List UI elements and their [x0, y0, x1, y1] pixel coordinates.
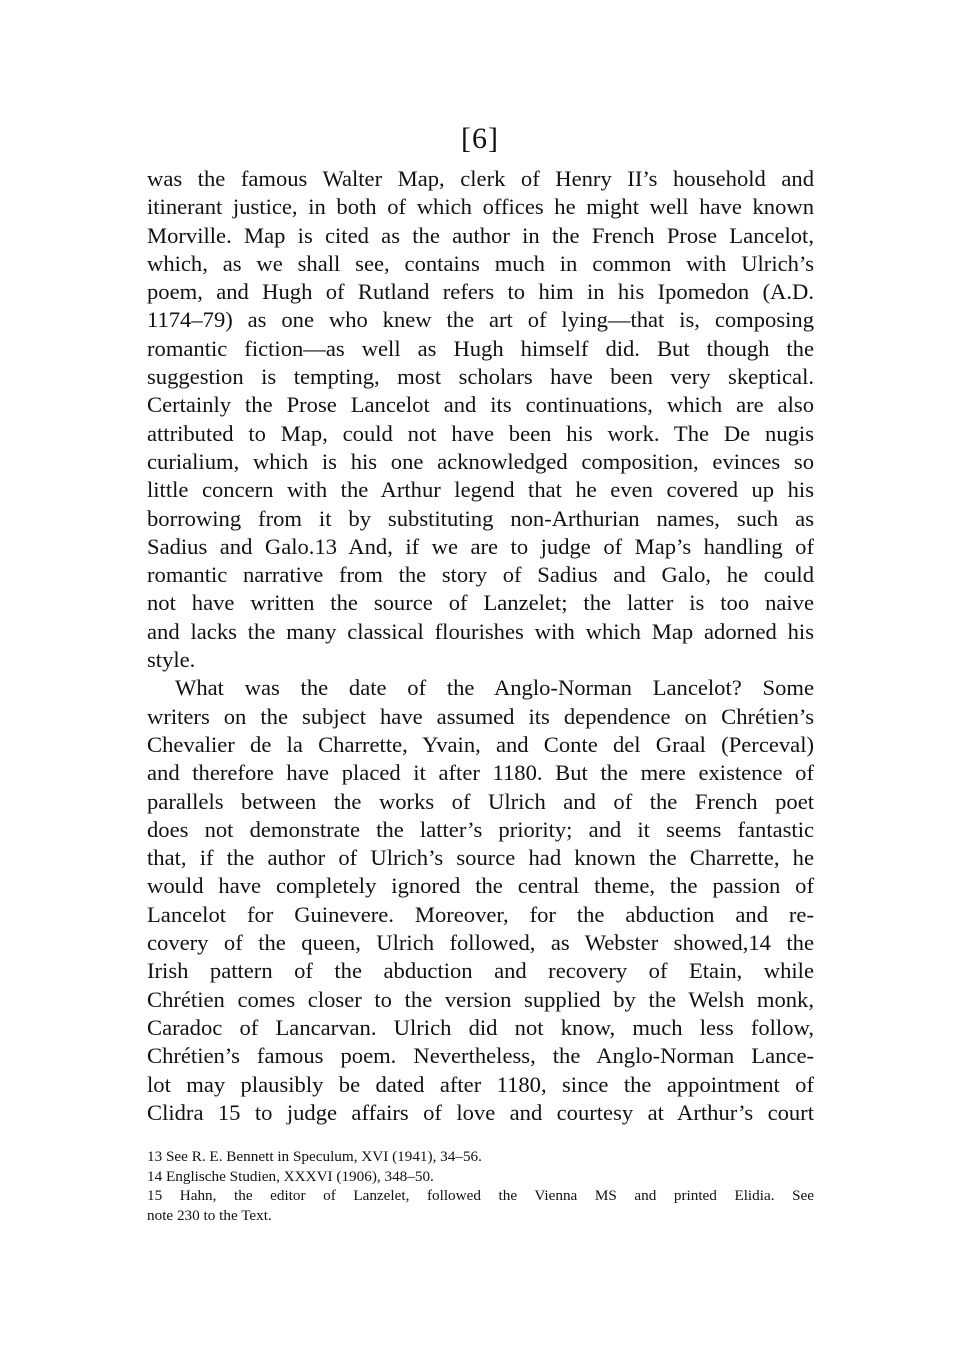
body-line: that, if the author of Ulrich’s source had known the Charrette, he: [147, 845, 814, 871]
body-line: Caradoc of Lancarvan. Ulrich did not know, much less follow,: [147, 1014, 814, 1040]
body-line: poem, and Hugh of Rutland refers to him in his Ipomedon (A.D.: [147, 279, 814, 305]
body-line: covery of the queen, Ulrich followed, as Webster showed,14 the: [147, 930, 814, 956]
body-line: was the famous Walter Map, clerk of Henry II’s household and: [147, 166, 814, 191]
body-line: Certainly the Prose Lancelot and its continuations, which are also: [147, 392, 814, 418]
body-line: and therefore have placed it after 1180. But the mere existence of: [147, 760, 814, 786]
body-line: Irish pattern of the abduction and recovery of Etain, while: [147, 958, 814, 984]
body-line: style.: [147, 647, 196, 673]
body-line: itinerant justice, in both of which offices he might well have known: [147, 194, 814, 220]
footnote-line: 15 Hahn, the editor of Lanzelet, followed the Vienna MS and printed Elidia. See: [147, 1187, 814, 1204]
body-line: borrowing from it by substituting non-Arthurian names, such as: [147, 505, 814, 531]
footnote-line: note 230 to the Text.: [147, 1206, 272, 1224]
body-line: Chevalier de la Charrette, Yvain, and Conte del Graal (Perceval): [147, 731, 814, 757]
body-line: would have completely ignored the central theme, the passion of: [147, 873, 814, 899]
body-line: Chrétien comes closer to the version supplied by the Welsh monk,: [147, 986, 814, 1012]
body-line: Morville. Map is cited as the author in the French Prose Lancelot,: [147, 222, 814, 248]
body-line: little concern with the Arthur legend that he even covered up his: [147, 477, 814, 503]
body-line: Clidra 15 to judge affairs of love and courtesy at Arthur’s court: [147, 1099, 814, 1125]
body-line: and lacks the many classical flourishes with which Map adorned his: [147, 618, 814, 644]
body-line: writers on the subject have assumed its dependence on Chrétien’s: [147, 703, 814, 729]
body-line: What was the date of the Anglo-Norman Lancelot? Some: [175, 675, 814, 701]
body-line: curialium, which is his one acknowledged composition, evinces so: [147, 448, 814, 474]
body-line: romantic narrative from the story of Sadius and Galo, he could: [147, 562, 814, 588]
body-line: Chrétien’s famous poem. Nevertheless, the Anglo-Norman Lance-: [147, 1043, 814, 1069]
body-line: not have written the source of Lanzelet; the latter is too naive: [147, 590, 814, 616]
page-number: [6]: [461, 122, 499, 155]
footnote-line: 14 Englische Studien, XXXVI (1906), 348–50.: [147, 1167, 434, 1185]
body-line: 1174–79) as one who knew the art of lying—that is, composing: [147, 307, 814, 333]
body-line: lot may plausibly be dated after 1180, since the appointment of: [147, 1071, 814, 1097]
footnote-line: 13 See R. E. Bennett in Speculum, XVI (1941), 34–56.: [147, 1148, 482, 1165]
body-line: suggestion is tempting, most scholars have been very skeptical.: [147, 364, 814, 390]
body-line: Lancelot for Guinevere. Moreover, for the abduction and re-: [147, 901, 814, 927]
footnotes: [147, 1147, 814, 1225]
body-line: which, as we shall see, contains much in common with Ulrich’s: [147, 250, 814, 276]
body-text: [147, 165, 814, 1127]
body-line: parallels between the works of Ulrich and of the French poet: [147, 788, 814, 814]
body-line: attributed to Map, could not have been his work. The De nugis: [147, 420, 814, 446]
body-line: does not demonstrate the latter’s priority; and it seems fantastic: [147, 816, 814, 842]
body-line: romantic fiction—as well as Hugh himself did. But though the: [147, 335, 814, 361]
body-line: Sadius and Galo.13 And, if we are to judge of Map’s handling of: [147, 533, 814, 559]
